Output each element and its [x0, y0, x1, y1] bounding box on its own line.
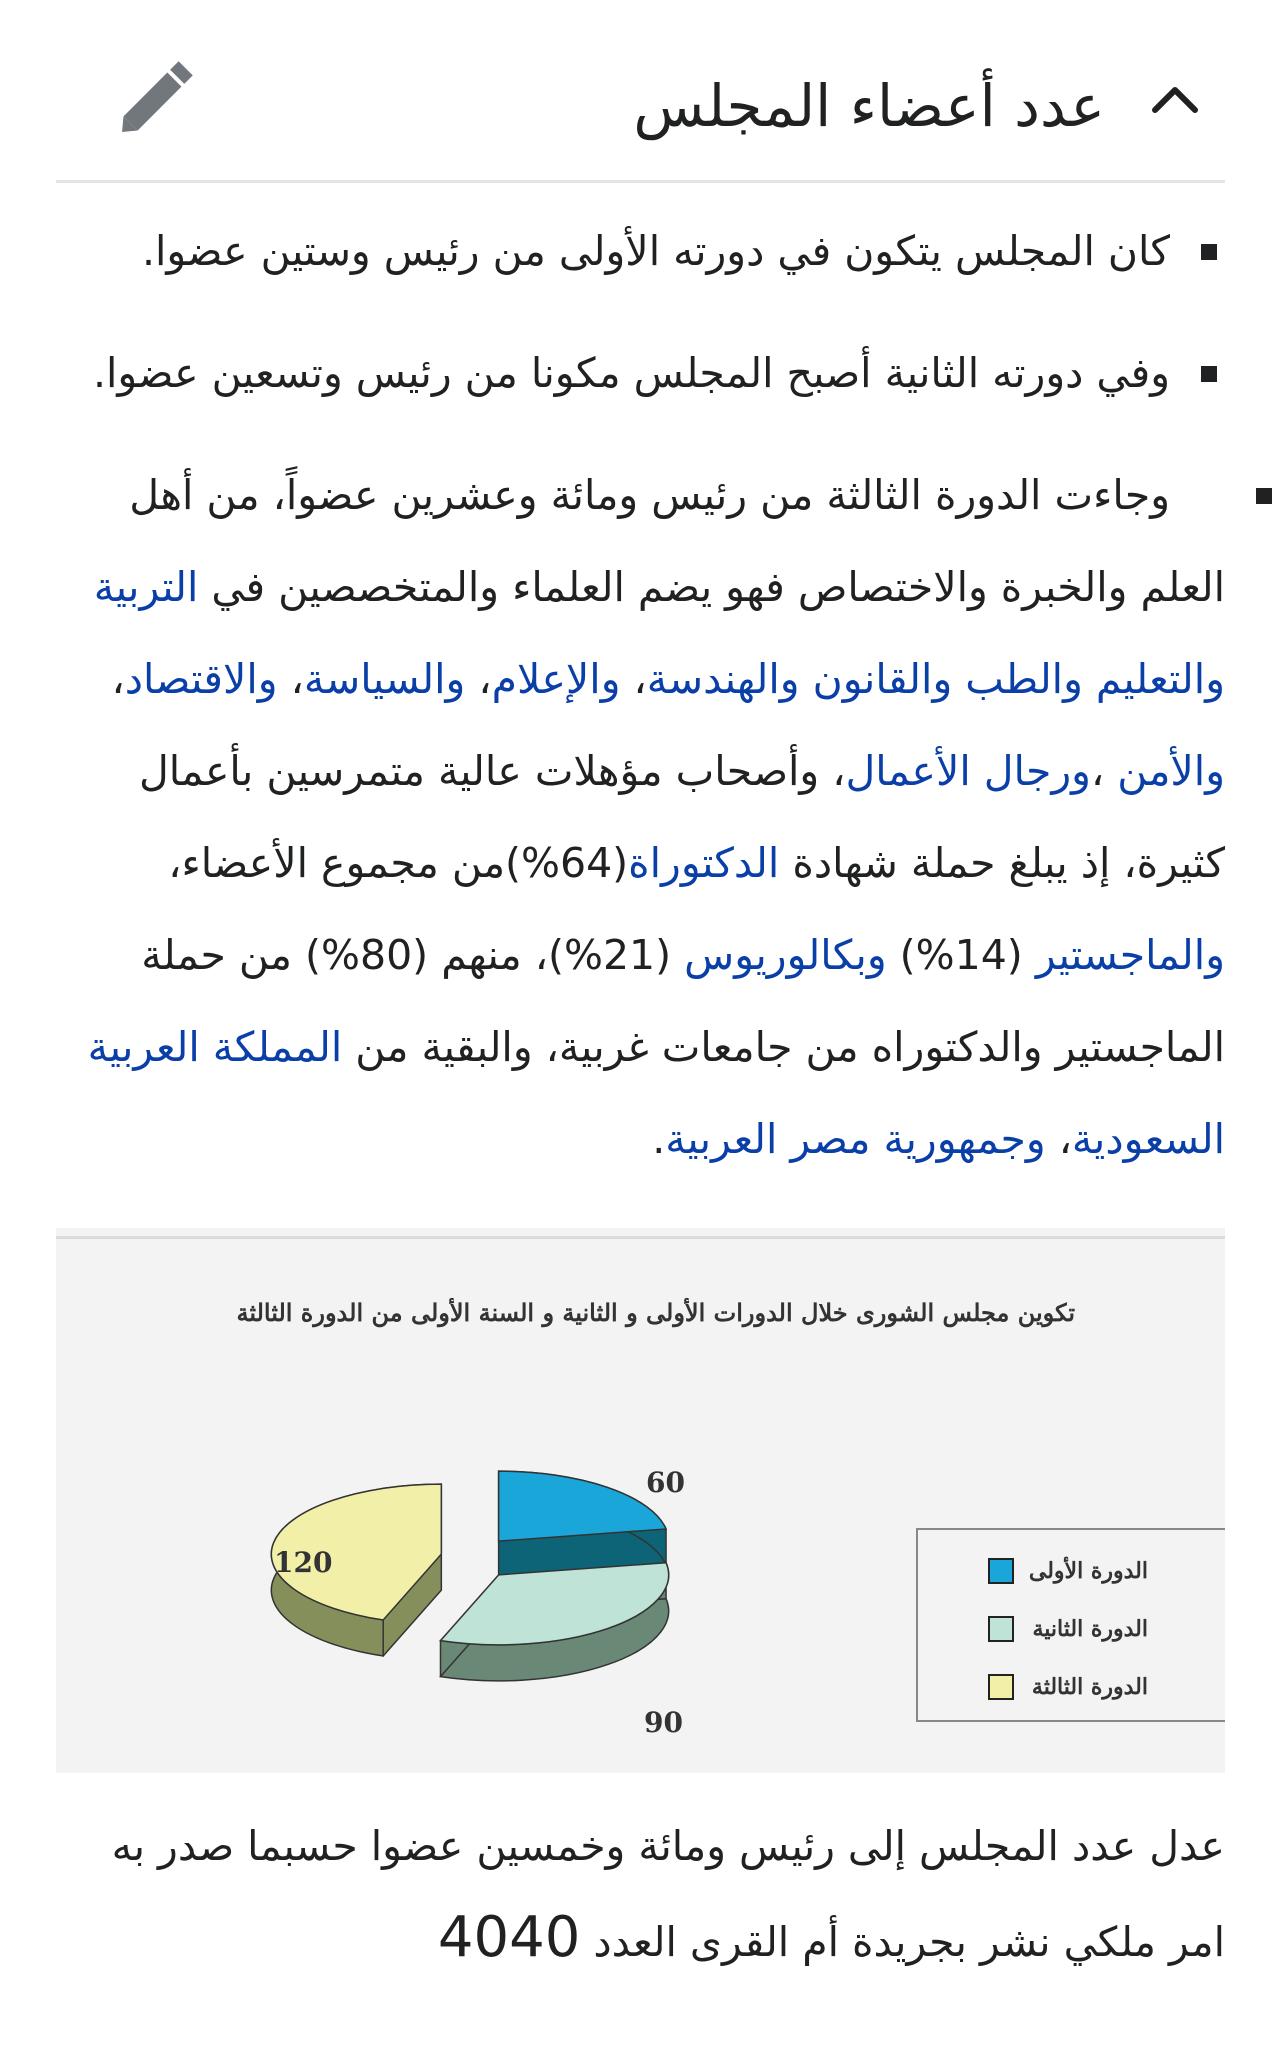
- footer-text: عدل عدد المجلس إلى رئيس ومائة وخمسين عضوا حسبما صدر به امر ملكي نشر بجريدة أم القرى العدد: [111, 1822, 1225, 1966]
- bullet-icon: [1256, 488, 1272, 504]
- text-segment: [1083, 655, 1096, 703]
- list-item-text: كان المجلس يتكون في دورته الأولى من رئيس وستين عضوا.: [141, 227, 1170, 275]
- link-security[interactable]: والأمن: [1117, 747, 1225, 795]
- legend-label: الدورة الثالثة: [1031, 1674, 1148, 1700]
- list-item: [56, 205, 1225, 297]
- link-economy[interactable]: والاقتصاد: [124, 655, 278, 703]
- pie-value-label: 90: [644, 1706, 683, 1739]
- chart-title: تكوين مجلس الشورى خلال الدورات الأولى و الثانية و السنة الأولى من الدورة الثالثة: [236, 1298, 1075, 1327]
- text-segment: (14%): [886, 931, 1036, 979]
- legend-swatch: [988, 1674, 1014, 1700]
- text-segment: .: [652, 1115, 666, 1163]
- section-header[interactable]: [56, 30, 1225, 183]
- text-segment: وجاءت الدورة الثالثة من رئيس ومائة وعشرين عضواً، من أهل العلم والخبرة والاختصاص فهو يضم العلماء والمتخصصين في: [129, 471, 1225, 611]
- legend-swatch: [988, 1558, 1014, 1584]
- link-engineering[interactable]: والهندسة: [646, 655, 800, 703]
- chevron-up-icon[interactable]: [1145, 70, 1205, 130]
- link-media[interactable]: والإعلام: [491, 655, 621, 703]
- text-segment: ،: [1045, 1115, 1072, 1163]
- footer-paragraph: [56, 1800, 1225, 1988]
- link-business[interactable]: ورجال الأعمال: [845, 747, 1091, 795]
- link-masters[interactable]: والماجستير: [1035, 931, 1225, 979]
- link-politics[interactable]: والسياسة: [303, 655, 466, 703]
- pie-slice: [499, 1471, 666, 1541]
- text-segment: ،: [1090, 747, 1118, 795]
- member-list: [56, 205, 1225, 1215]
- gazette-number: 4040: [437, 1905, 581, 1970]
- legend-label: الدورة الأولى: [1028, 1558, 1148, 1584]
- text-segment: ،: [620, 655, 647, 703]
- text-segment: (21%)، منهم (80%) من حملة الماجستير والدكتوراه من جامعات غربية، والبقية من: [141, 931, 1225, 1071]
- text-segment: ،: [277, 655, 304, 703]
- text-segment: [952, 655, 965, 703]
- pie-value-label: 60: [646, 1466, 685, 1499]
- link-egypt[interactable]: وجمهورية مصر العربية: [665, 1115, 1046, 1163]
- legend-swatch: [988, 1616, 1014, 1642]
- list-item: [56, 449, 1280, 1185]
- text-segment: ، وأصحاب مؤهلات عالية متمرسين بأعمال كثيرة، إذ يبلغ حملة شهادة: [138, 747, 1225, 887]
- section-title: عدد أعضاء المجلس: [633, 72, 1105, 140]
- link-bachelors[interactable]: وبكالوريوس: [684, 931, 887, 979]
- list-item: [56, 327, 1225, 419]
- link-law[interactable]: والقانون: [812, 655, 953, 703]
- pie-value-label: 120: [274, 1546, 333, 1579]
- text-segment: [800, 655, 813, 703]
- list-item-text: [88, 471, 1225, 1163]
- list-item-text: وفي دورته الثانية أصبح المجلس مكونا من رئيس وتسعين عضوا.: [92, 349, 1170, 397]
- legend-label: الدورة الثانية: [1032, 1616, 1148, 1642]
- link-doctorate[interactable]: الدكتوراة: [628, 839, 780, 887]
- bullet-icon: [1201, 366, 1217, 382]
- text-segment: ،: [111, 655, 125, 703]
- bullet-icon: [1201, 244, 1217, 260]
- chart-legend: [916, 1528, 1225, 1722]
- link-education[interactable]: التربية والتعليم: [93, 563, 1225, 703]
- text-segment: (64%)من مجموع الأعضاء،: [168, 839, 629, 887]
- text-segment: ،: [465, 655, 492, 703]
- link-saudi-arabia[interactable]: المملكة العربية السعودية: [87, 1023, 1225, 1163]
- pie-chart-image[interactable]: [56, 1228, 1225, 1773]
- pencil-icon[interactable]: [106, 48, 206, 148]
- link-medicine[interactable]: والطب: [965, 655, 1083, 703]
